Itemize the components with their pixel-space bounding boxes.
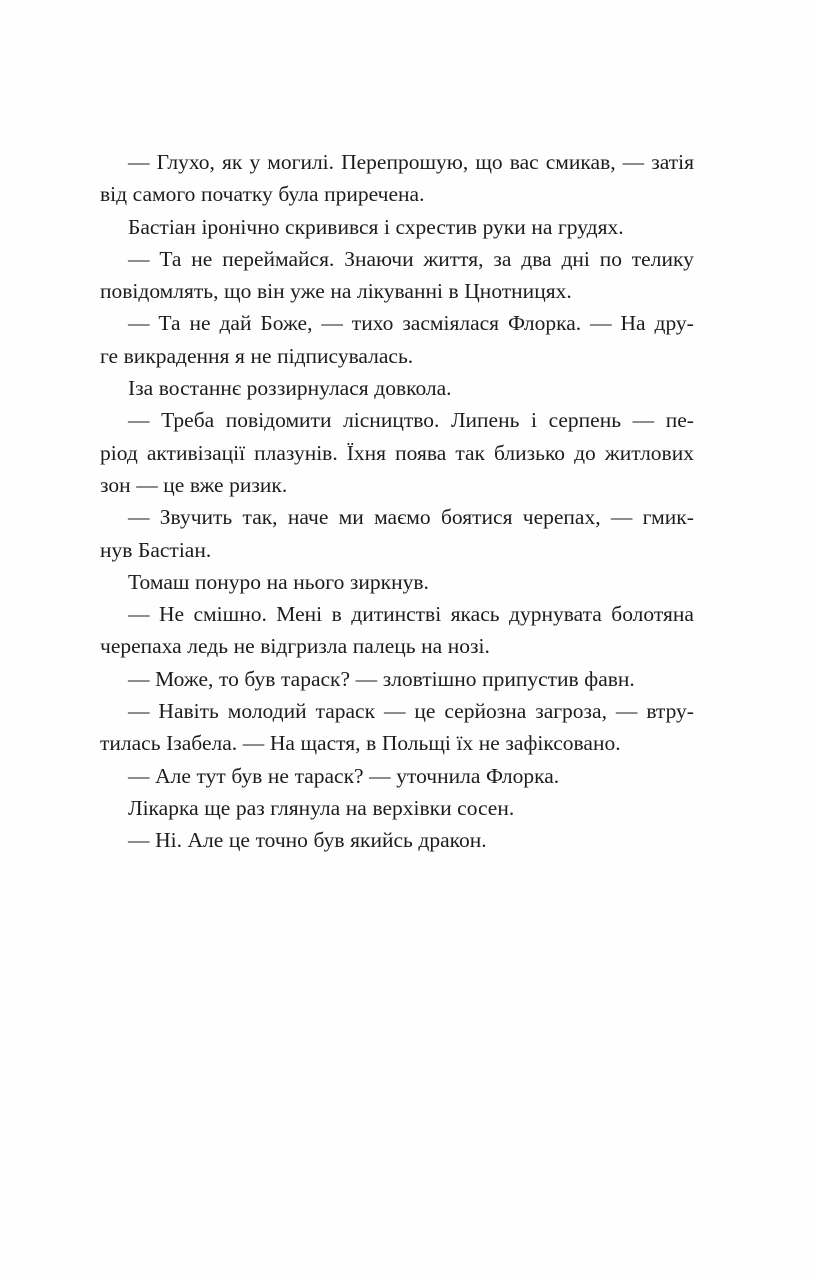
- word: —: [128, 699, 150, 724]
- word: від: [100, 182, 128, 207]
- word: на: [345, 795, 367, 820]
- word: два: [521, 246, 552, 271]
- word: пе-: [665, 408, 694, 433]
- word: щастя,: [300, 731, 361, 756]
- word: ледь: [187, 634, 229, 659]
- word: Глухо,: [156, 150, 215, 174]
- word: боятися: [440, 505, 513, 530]
- word: приречена.: [324, 182, 425, 207]
- word: втру-: [646, 699, 694, 724]
- text-line: [100, 630, 694, 662]
- text-line: [100, 598, 694, 630]
- word: викрадення: [123, 343, 230, 368]
- text-line: [100, 695, 694, 727]
- word: Ізабела.: [166, 731, 238, 756]
- word: плазунів.: [254, 440, 338, 465]
- word: тараск?: [294, 763, 364, 788]
- text-line: [100, 211, 694, 243]
- word: іронічно: [201, 214, 280, 239]
- word: Боже,: [260, 311, 313, 336]
- word: у: [249, 150, 261, 174]
- word: Перепрошую,: [341, 150, 469, 174]
- word: —: [128, 505, 150, 530]
- word: зафіксовано.: [505, 731, 621, 756]
- word: ми: [338, 505, 364, 530]
- word: Навіть: [158, 699, 219, 724]
- word: палець: [352, 634, 416, 659]
- word: нього: [293, 569, 345, 594]
- word: серпень: [548, 408, 622, 433]
- word: за: [493, 246, 512, 271]
- text-line: [100, 178, 694, 210]
- word: гмик-: [642, 505, 694, 530]
- word: зловтішно: [382, 666, 477, 691]
- text-line: [100, 404, 694, 436]
- word: —: [383, 699, 406, 724]
- word: —: [128, 666, 150, 691]
- text-line: [100, 566, 694, 598]
- word: нозі.: [447, 634, 490, 659]
- word: на: [266, 569, 288, 594]
- word: початку: [200, 182, 273, 207]
- word: Польщі: [381, 731, 451, 756]
- word: самого: [132, 182, 196, 207]
- word: могилі.: [267, 150, 335, 174]
- word: —: [128, 828, 150, 853]
- text-line: [100, 307, 694, 339]
- text-line: [100, 501, 694, 533]
- word: зиркнув.: [349, 569, 429, 594]
- word: —: [632, 408, 655, 433]
- word: На: [620, 311, 646, 336]
- word: їх: [456, 731, 474, 756]
- word: —: [128, 763, 150, 788]
- text-line: [100, 760, 694, 792]
- word: не: [250, 343, 272, 368]
- word: Але: [155, 763, 191, 788]
- text-line: [100, 146, 694, 178]
- word: не: [189, 311, 211, 336]
- word: —: [321, 311, 343, 336]
- word: якась: [450, 602, 500, 627]
- word: Мені: [276, 602, 323, 627]
- word: на: [531, 214, 553, 239]
- text-line: [100, 372, 694, 404]
- word: руки: [482, 214, 526, 239]
- word: на: [330, 279, 352, 304]
- word: відгризла: [260, 634, 348, 659]
- word: я: [235, 343, 245, 368]
- word: по: [599, 246, 622, 271]
- word: ге: [100, 343, 119, 368]
- word: —: [622, 150, 645, 174]
- text-line: [100, 663, 694, 695]
- word: —: [128, 246, 150, 271]
- word: Флорка.: [507, 311, 582, 336]
- word: ризик.: [229, 472, 288, 497]
- word: то: [218, 666, 239, 691]
- word: це: [163, 472, 185, 497]
- word: не: [233, 634, 255, 659]
- word: черепаха: [100, 634, 182, 659]
- text-line: [100, 792, 694, 824]
- word: —: [369, 763, 391, 788]
- word: Томаш: [128, 569, 190, 594]
- word: був: [244, 666, 276, 691]
- word: —: [610, 505, 633, 530]
- word: не: [191, 246, 213, 271]
- word: довкола.: [374, 376, 452, 401]
- word: востаннє: [158, 376, 242, 401]
- word: Бастіан.: [138, 537, 212, 562]
- word: Але: [187, 828, 224, 853]
- word: Флорка.: [485, 763, 560, 788]
- word: ще: [204, 795, 231, 820]
- word: був: [231, 763, 263, 788]
- word: —: [615, 699, 638, 724]
- word: —: [136, 472, 158, 497]
- word: Липень: [450, 408, 520, 433]
- word: він: [256, 279, 285, 304]
- word: була: [278, 182, 319, 207]
- word: Не: [158, 602, 185, 627]
- word: що: [224, 279, 252, 304]
- word: Цнотницях.: [464, 279, 572, 304]
- word: житлових: [604, 440, 694, 465]
- word: дурнувата: [509, 602, 602, 627]
- word: —: [128, 311, 150, 336]
- text-line: [100, 340, 694, 372]
- word: скривився: [285, 214, 379, 239]
- word: верхівки: [372, 795, 452, 820]
- word: молодий: [227, 699, 307, 724]
- word: повідомити: [225, 408, 332, 433]
- word: тараск: [315, 699, 376, 724]
- word: не: [267, 763, 289, 788]
- word: —: [128, 602, 150, 627]
- word: Звучить: [159, 505, 233, 530]
- word: —: [128, 150, 150, 174]
- word: фавн.: [584, 666, 635, 691]
- text-line: [100, 469, 694, 501]
- word: не: [478, 731, 500, 756]
- word: тараск?: [281, 666, 351, 691]
- word: нув: [100, 537, 133, 562]
- word: це: [414, 699, 436, 724]
- word: близько: [494, 440, 566, 465]
- word: раз: [235, 795, 265, 820]
- word: глянула: [270, 795, 341, 820]
- text-line: [100, 824, 694, 856]
- text-line: [100, 243, 694, 275]
- word: —: [590, 311, 612, 336]
- word: вас: [509, 150, 539, 174]
- word: як: [222, 150, 243, 174]
- word: маємо: [374, 505, 431, 530]
- word: дитинстві: [351, 602, 442, 627]
- word: так: [455, 440, 485, 465]
- word: сосен.: [457, 795, 515, 820]
- word: Бастіан: [128, 214, 196, 239]
- word: схрестив: [395, 214, 477, 239]
- word: ріод: [100, 440, 138, 465]
- word: підписувалась.: [277, 343, 414, 368]
- text-line: [100, 534, 694, 566]
- word: і: [383, 214, 390, 239]
- word: дракон.: [418, 828, 487, 853]
- text-line: [100, 437, 694, 469]
- word: в: [331, 602, 342, 627]
- word: зон: [100, 472, 131, 497]
- word: в: [448, 279, 459, 304]
- word: уточнила: [396, 763, 481, 788]
- word: грудях.: [557, 214, 624, 239]
- word: понуро: [195, 569, 262, 594]
- word: Та: [158, 311, 181, 336]
- word: дай: [219, 311, 252, 336]
- word: затія: [651, 150, 694, 174]
- word: дру-: [654, 311, 694, 336]
- word: Треба: [161, 408, 215, 433]
- word: Іза: [128, 376, 154, 401]
- word: болотяна: [611, 602, 694, 627]
- word: життя,: [423, 246, 484, 271]
- word: активізації: [146, 440, 246, 465]
- word: смішно.: [193, 602, 267, 627]
- word: переймайся.: [222, 246, 335, 271]
- word: припустив: [482, 666, 579, 691]
- word: що: [475, 150, 503, 174]
- word: в: [366, 731, 377, 756]
- word: Ні.: [155, 828, 182, 853]
- text-line: [100, 727, 694, 759]
- word: до: [574, 440, 596, 465]
- word: так,: [242, 505, 278, 530]
- word: уже: [290, 279, 325, 304]
- text-line: [100, 275, 694, 307]
- word: смикав,: [545, 150, 616, 174]
- word: серйозна: [444, 699, 527, 724]
- word: На: [269, 731, 295, 756]
- word: Лікарка: [128, 795, 199, 820]
- word: телику: [631, 246, 694, 271]
- word: тут: [196, 763, 226, 788]
- word: Їхня: [346, 440, 387, 465]
- word: і: [531, 408, 537, 433]
- word: поява: [395, 440, 447, 465]
- word: Знаючи: [344, 246, 414, 271]
- word: —: [355, 666, 378, 691]
- word: —: [128, 408, 150, 433]
- word: повідомлять,: [100, 279, 219, 304]
- word: вже: [189, 472, 224, 497]
- word: був: [313, 828, 345, 853]
- word: якийсь: [350, 828, 413, 853]
- word: це: [228, 828, 250, 853]
- word: тихо: [351, 311, 394, 336]
- word: засміялася: [402, 311, 500, 336]
- page-text: [100, 146, 694, 857]
- word: точно: [255, 828, 308, 853]
- word: —: [242, 731, 265, 756]
- word: дні: [561, 246, 590, 271]
- word: Може,: [155, 666, 214, 691]
- word: загроза,: [535, 699, 607, 724]
- word: роззирнулася: [246, 376, 369, 401]
- word: лікуванні: [356, 279, 443, 304]
- word: на: [421, 634, 443, 659]
- word: черепах,: [522, 505, 601, 530]
- word: лісництво.: [343, 408, 440, 433]
- word: Та: [159, 246, 182, 271]
- word: тилась: [100, 731, 161, 756]
- word: наче: [287, 505, 329, 530]
